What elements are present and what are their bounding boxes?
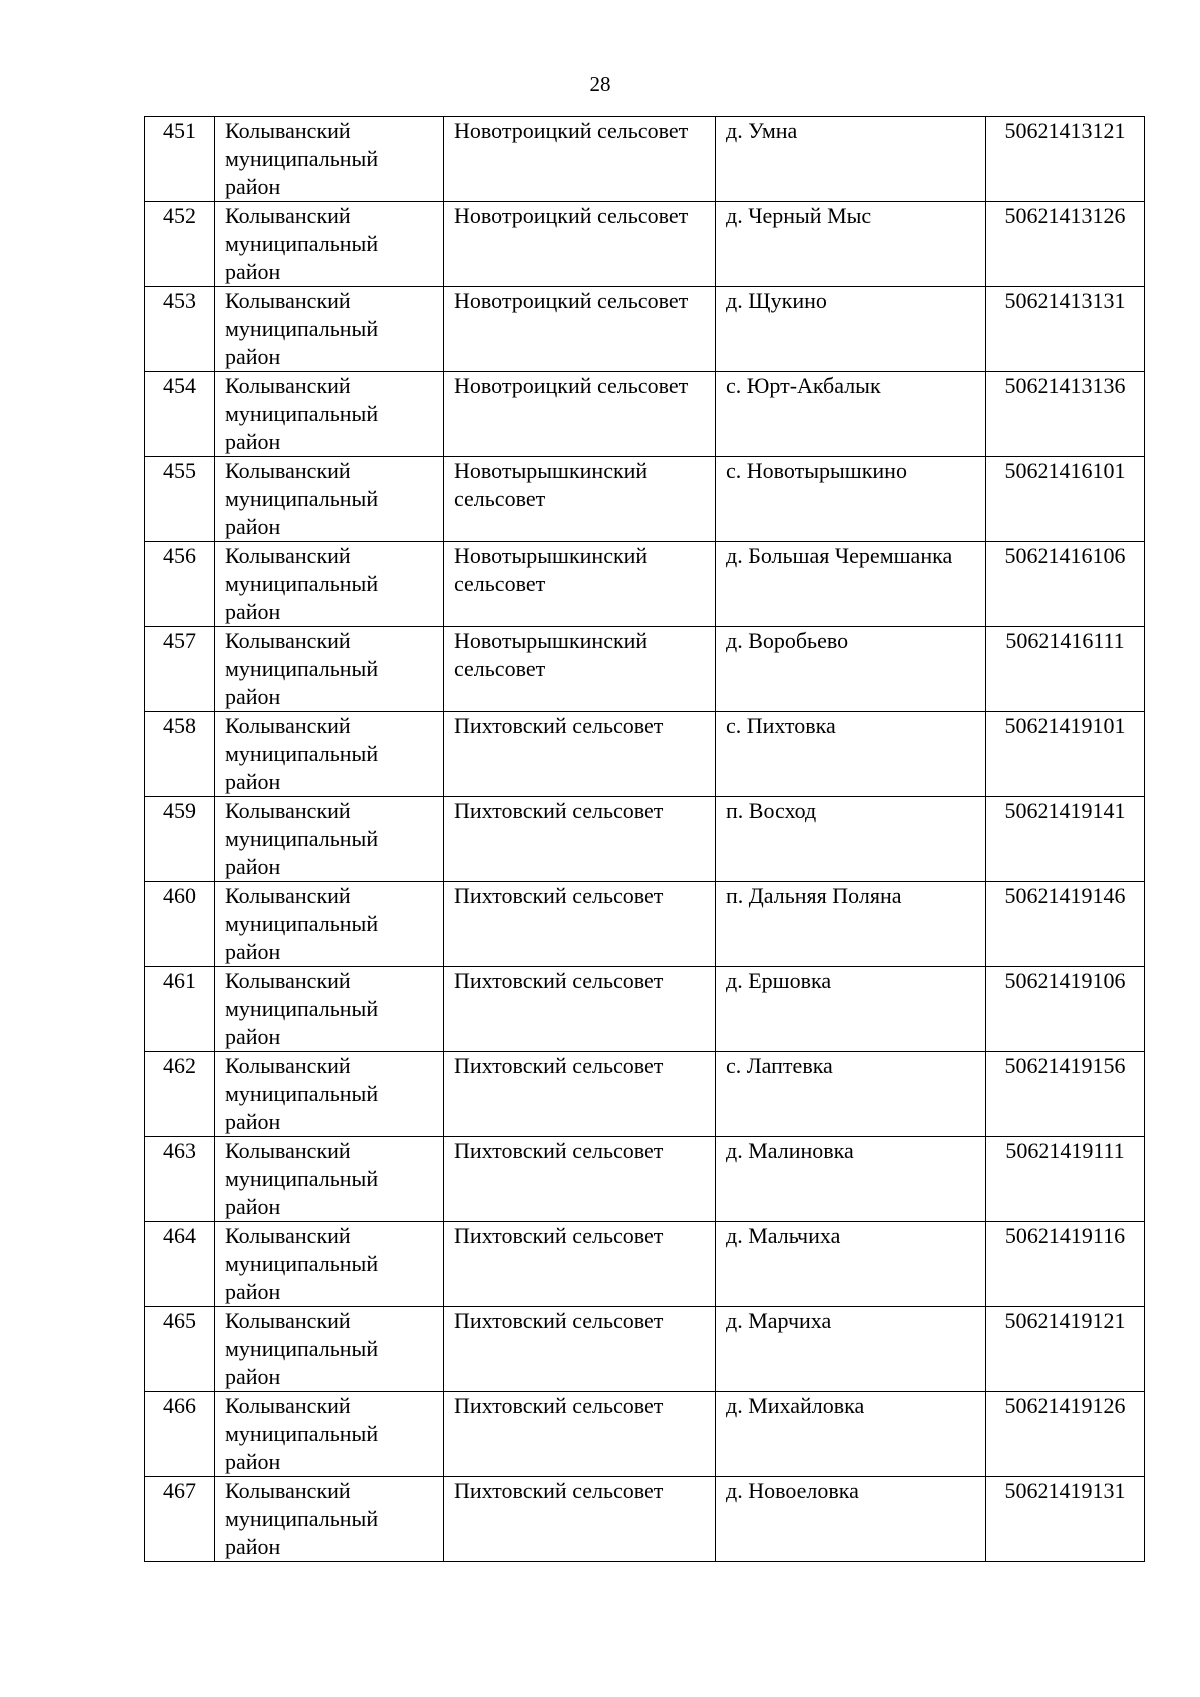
oktmo-code-cell: 50621419156 xyxy=(986,1052,1145,1137)
council-cell: Пихтовский сельсовет xyxy=(444,1307,716,1392)
table-row xyxy=(145,372,1145,457)
district-cell: Колыванский муниципальный район xyxy=(215,1052,444,1137)
district-cell: Колыванский муниципальный район xyxy=(215,712,444,797)
row-number-cell: 459 xyxy=(145,797,215,882)
settlement-cell: д. Щукино xyxy=(716,287,986,372)
settlement-cell: д. Новоеловка xyxy=(716,1477,986,1562)
table-row xyxy=(145,202,1145,287)
settlement-cell: с. Новотырышкино xyxy=(716,457,986,542)
settlements-table xyxy=(144,116,1145,1562)
oktmo-code-cell: 50621416106 xyxy=(986,542,1145,627)
row-number-cell: 462 xyxy=(145,1052,215,1137)
council-cell: Пихтовский сельсовет xyxy=(444,712,716,797)
row-number-cell: 463 xyxy=(145,1137,215,1222)
oktmo-code-cell: 50621419131 xyxy=(986,1477,1145,1562)
page-number: 28 xyxy=(589,72,611,96)
council-cell: Новотырышкинский сельсовет xyxy=(444,457,716,542)
settlement-cell: с. Лаптевка xyxy=(716,1052,986,1137)
oktmo-code-cell: 50621413121 xyxy=(986,117,1145,202)
row-number-cell: 465 xyxy=(145,1307,215,1392)
district-cell: Колыванский муниципальный район xyxy=(215,627,444,712)
district-cell: Колыванский муниципальный район xyxy=(215,1222,444,1307)
oktmo-code-cell: 50621413131 xyxy=(986,287,1145,372)
table-row xyxy=(145,1307,1145,1392)
council-cell: Пихтовский сельсовет xyxy=(444,1222,716,1307)
table-row xyxy=(145,117,1145,202)
table-row xyxy=(145,797,1145,882)
council-cell: Пихтовский сельсовет xyxy=(444,1137,716,1222)
oktmo-code-cell: 50621416111 xyxy=(986,627,1145,712)
settlement-cell: с. Юрт-Акбалык xyxy=(716,372,986,457)
settlement-cell: д. Михайловка xyxy=(716,1392,986,1477)
oktmo-code-cell: 50621419121 xyxy=(986,1307,1145,1392)
table-row xyxy=(145,627,1145,712)
council-cell: Новотроицкий сельсовет xyxy=(444,202,716,287)
table-row xyxy=(145,287,1145,372)
oktmo-code-cell: 50621419141 xyxy=(986,797,1145,882)
table-row xyxy=(145,882,1145,967)
table-row xyxy=(145,1477,1145,1562)
council-cell: Пихтовский сельсовет xyxy=(444,967,716,1052)
settlement-cell: д. Воробьево xyxy=(716,627,986,712)
table-row xyxy=(145,967,1145,1052)
district-cell: Колыванский муниципальный район xyxy=(215,372,444,457)
settlement-cell: п. Дальняя Поляна xyxy=(716,882,986,967)
district-cell: Колыванский муниципальный район xyxy=(215,882,444,967)
oktmo-code-cell: 50621416101 xyxy=(986,457,1145,542)
district-cell: Колыванский муниципальный район xyxy=(215,1477,444,1562)
table-row xyxy=(145,457,1145,542)
district-cell: Колыванский муниципальный район xyxy=(215,287,444,372)
district-cell: Колыванский муниципальный район xyxy=(215,202,444,287)
council-cell: Пихтовский сельсовет xyxy=(444,797,716,882)
district-cell: Колыванский муниципальный район xyxy=(215,542,444,627)
council-cell: Пихтовский сельсовет xyxy=(444,1477,716,1562)
row-number-cell: 460 xyxy=(145,882,215,967)
district-cell: Колыванский муниципальный район xyxy=(215,967,444,1052)
district-cell: Колыванский муниципальный район xyxy=(215,1307,444,1392)
council-cell: Новотроицкий сельсовет xyxy=(444,117,716,202)
settlement-cell: д. Малиновка xyxy=(716,1137,986,1222)
council-cell: Пихтовский сельсовет xyxy=(444,1392,716,1477)
row-number-cell: 461 xyxy=(145,967,215,1052)
district-cell: Колыванский муниципальный район xyxy=(215,117,444,202)
oktmo-code-cell: 50621413136 xyxy=(986,372,1145,457)
row-number-cell: 455 xyxy=(145,457,215,542)
table-row xyxy=(145,1137,1145,1222)
table-row xyxy=(145,1052,1145,1137)
oktmo-code-cell: 50621419146 xyxy=(986,882,1145,967)
row-number-cell: 457 xyxy=(145,627,215,712)
row-number-cell: 464 xyxy=(145,1222,215,1307)
table-row xyxy=(145,712,1145,797)
district-cell: Колыванский муниципальный район xyxy=(215,797,444,882)
settlement-cell: д. Ершовка xyxy=(716,967,986,1052)
oktmo-code-cell: 50621419111 xyxy=(986,1137,1145,1222)
oktmo-code-cell: 50621419101 xyxy=(986,712,1145,797)
row-number-cell: 456 xyxy=(145,542,215,627)
row-number-cell: 453 xyxy=(145,287,215,372)
settlement-cell: д. Марчиха xyxy=(716,1307,986,1392)
table-row xyxy=(145,1392,1145,1477)
settlement-cell: д. Черный Мыс xyxy=(716,202,986,287)
council-cell: Новотроицкий сельсовет xyxy=(444,287,716,372)
row-number-cell: 451 xyxy=(145,117,215,202)
council-cell: Новотырышкинский сельсовет xyxy=(444,542,716,627)
settlement-cell: с. Пихтовка xyxy=(716,712,986,797)
oktmo-code-cell: 50621419106 xyxy=(986,967,1145,1052)
district-cell: Колыванский муниципальный район xyxy=(215,1392,444,1477)
settlement-cell: п. Восход xyxy=(716,797,986,882)
district-cell: Колыванский муниципальный район xyxy=(215,1137,444,1222)
row-number-cell: 458 xyxy=(145,712,215,797)
row-number-cell: 452 xyxy=(145,202,215,287)
settlement-cell: д. Умна xyxy=(716,117,986,202)
council-cell: Пихтовский сельсовет xyxy=(444,1052,716,1137)
table-body xyxy=(145,117,1145,1562)
oktmo-code-cell: 50621413126 xyxy=(986,202,1145,287)
table-row xyxy=(145,542,1145,627)
row-number-cell: 466 xyxy=(145,1392,215,1477)
oktmo-code-cell: 50621419116 xyxy=(986,1222,1145,1307)
council-cell: Новотырышкинский сельсовет xyxy=(444,627,716,712)
council-cell: Новотроицкий сельсовет xyxy=(444,372,716,457)
oktmo-code-cell: 50621419126 xyxy=(986,1392,1145,1477)
council-cell: Пихтовский сельсовет xyxy=(444,882,716,967)
row-number-cell: 467 xyxy=(145,1477,215,1562)
row-number-cell: 454 xyxy=(145,372,215,457)
district-cell: Колыванский муниципальный район xyxy=(215,457,444,542)
settlement-cell: д. Мальчиха xyxy=(716,1222,986,1307)
table-row xyxy=(145,1222,1145,1307)
settlement-cell: д. Большая Черемшанка xyxy=(716,542,986,627)
